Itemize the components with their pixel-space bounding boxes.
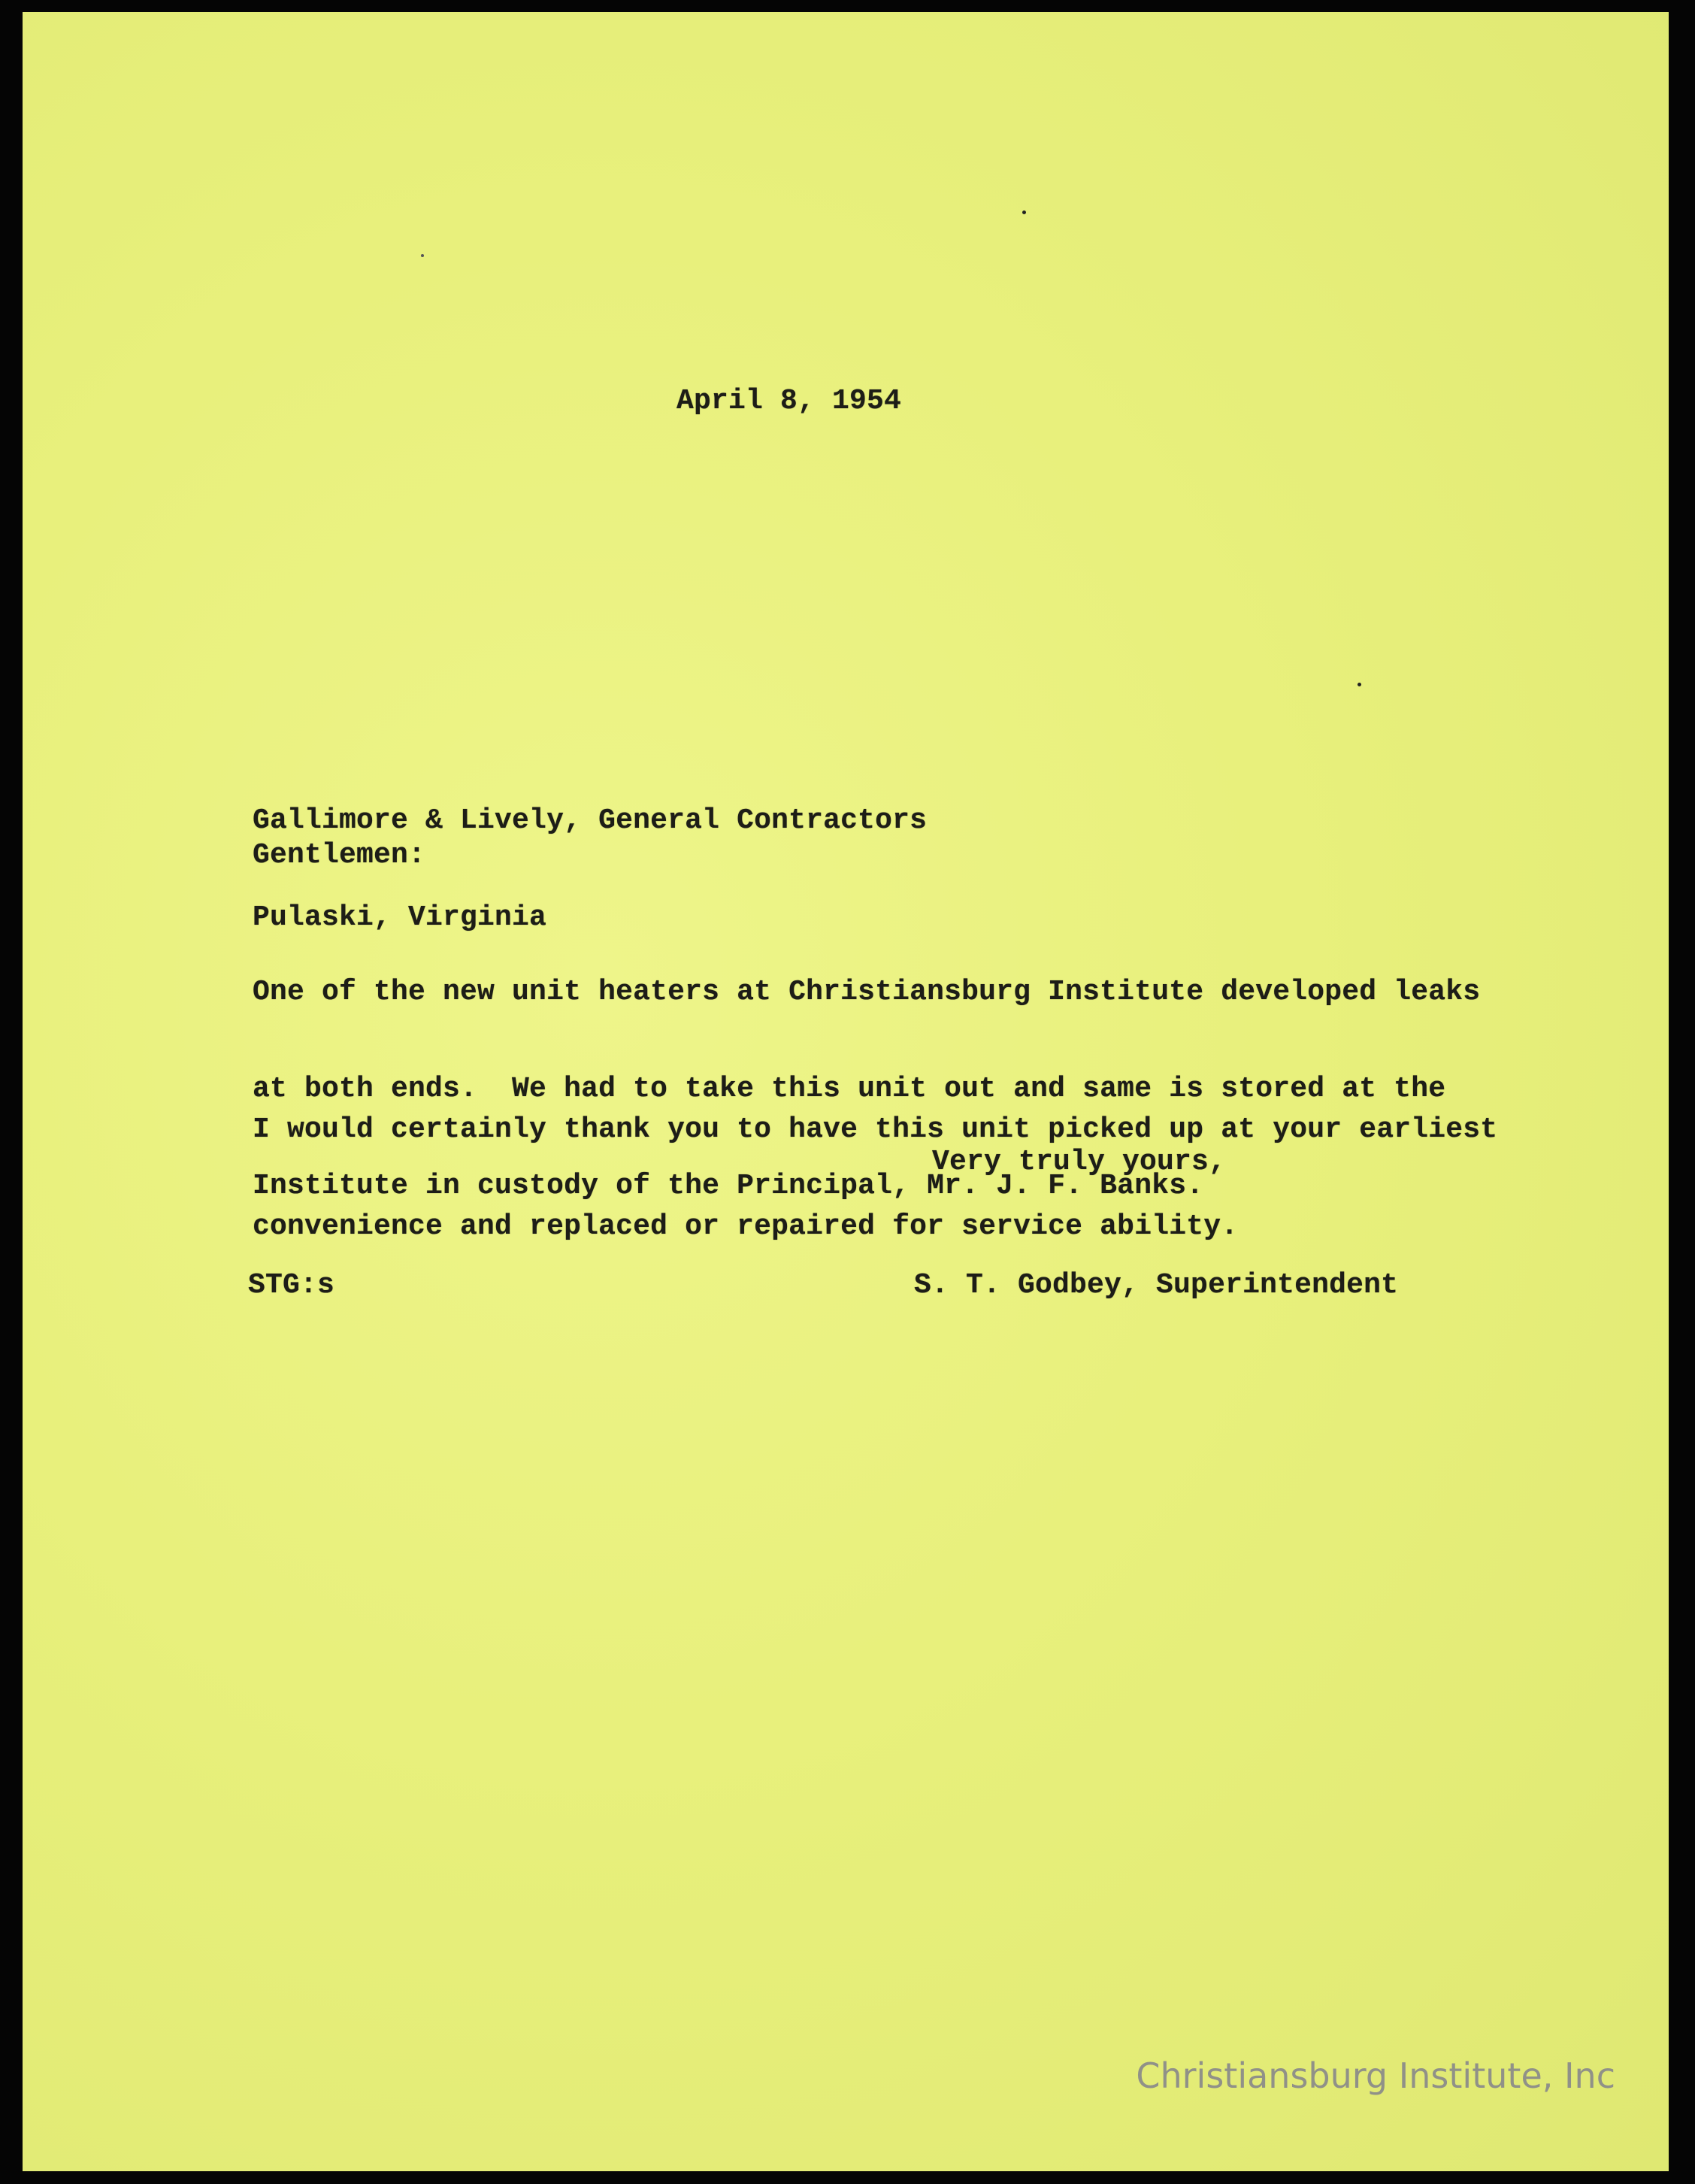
paragraph-line: at both ends. We had to take this unit out and same is stored at the [253,1073,1446,1105]
archive-watermark: Christiansburg Institute, Inc [1136,2055,1615,2096]
complimentary-closing: Very truly yours, [932,1146,1227,1178]
paragraph-line: convenience and replaced or repaired for service ability. [253,1210,1239,1243]
salutation: Gentlemen: [253,839,426,871]
recipient-line: Gallimore & Lively, General Contractors [253,804,928,837]
paper-speck [421,254,424,257]
signature-line: S. T. Godbey, Superintendent [914,1269,1399,1301]
paper-speck [1358,683,1361,686]
paragraph-line: One of the new unit heaters at Christiansburg Institute developed leaks [253,976,1481,1008]
paper-speck [1022,211,1026,214]
paragraph-line: Institute in custody of the Principal, Mr. J. F. Banks. [253,1170,1204,1202]
recipient-line: Pulaski, Virginia [253,901,547,934]
paragraph-line: I would certainly thank you to have this unit picked up at your earliest [253,1113,1498,1146]
letter-date: April 8, 1954 [676,385,902,417]
typist-initials: STG:s [248,1269,335,1301]
letter-paper [23,12,1669,2171]
